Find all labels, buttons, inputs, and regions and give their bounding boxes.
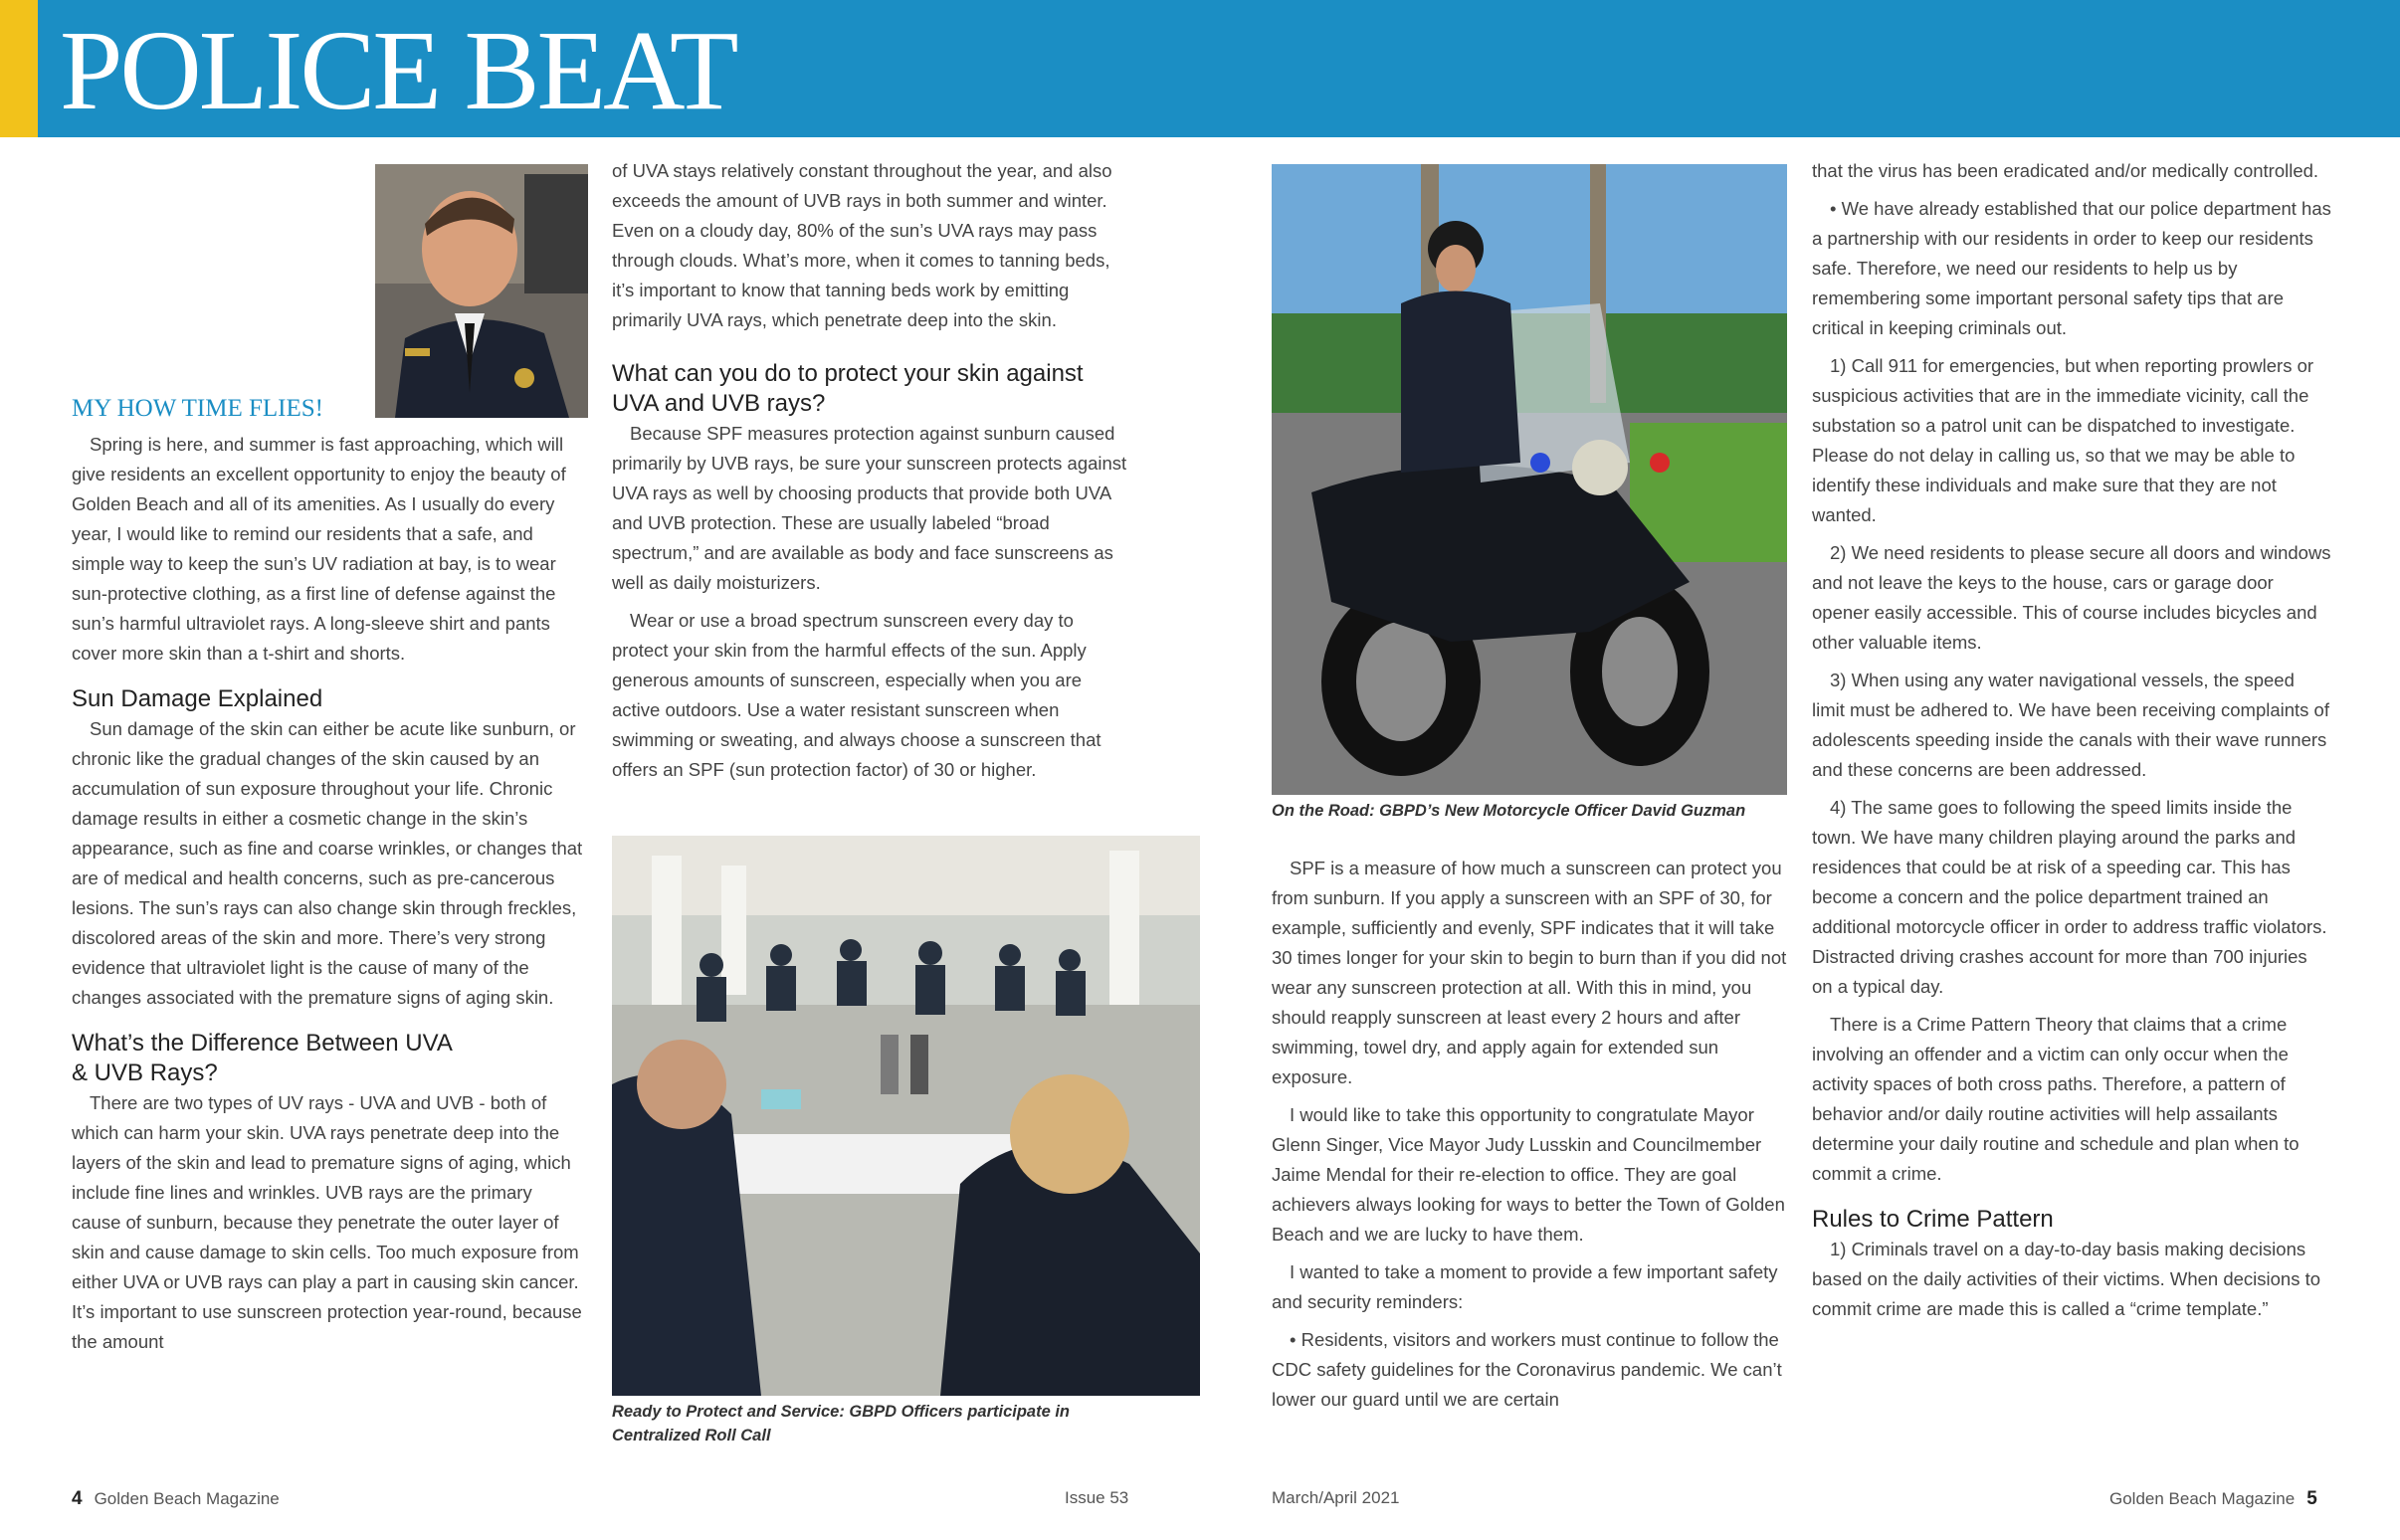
paragraph-tip-1: 1) Call 911 for emergencies, but when reporting prowlers or suspicious activities that are in the immediate vicinity, call the substation so a patrol unit can be dispatched to investigate. Please do not delay in calling us, so that we may be able to identify these individuals and make sure that they are not wanted. <box>1812 355 2314 525</box>
paragraph-reminders: I wanted to take a moment to provide a few important safety and security reminders: <box>1272 1261 1778 1312</box>
paragraph-uva-continued: of UVA stays relatively constant throughout the year, and also exceeds the amount of UVB rays in both summer and winter. Even on a cloudy day, 80% of the sun’s UVA rays may pass through clouds. What’s more, when it comes to tanning beds, it’s important to know that tanning beds work by emitting primarily UVA rays, which penetrate deep into the skin. <box>612 160 1112 330</box>
footer-left <box>72 1488 280 1510</box>
magazine-name-right: Golden Beach Magazine <box>2109 1489 2296 1508</box>
header-accent-bar <box>0 0 38 137</box>
section-heading-sun-damage: Sun Damage Explained <box>72 685 323 712</box>
paragraph-difference: There are two types of UV rays - UVA and UVB - both of which can harm your skin. UVA rays penetrate deep into the layers of the skin and lead to premature signs of aging, which include fine lines and wrinkles. UVB rays are the primary cause of sunburn, because they penetrate the outer layer of skin and cause damage to skin cells. Too much exposure from either UVA or UVB rays can play a part in causing skin cancer. It’s important to use sunscreen protection year-round, because the amount <box>72 1092 582 1352</box>
paragraph-crime-theory: There is a Crime Pattern Theory that claims that a crime involving an offender and a victim can only occur when the activity spaces of both cross paths. Therefore, a pattern of behavior and/or daily routine activities will help assailants determine your daily routine and schedule and plan when to commit a crime. <box>1812 1014 2300 1184</box>
paragraph-protect-1: Because SPF measures protection against sunburn caused primarily by UVB rays, be sure your sunscreen protects against UVA rays as well by choosing products that provide both UVA and UVB protection. These are usually labeled “broad spectrum,” and are available as body and face sunscreens as well as daily moisturizers. <box>612 423 1127 593</box>
paragraph-tip-4: 4) The same goes to following the speed limits inside the town. We have many children playing around the parks and residences that could be at risk of a speeding car. This has become a concern and the police department trained an additional motorcycle officer in order to address traffic violators. Distracted driving crashes account for more than 700 injuries on a typical day. <box>1812 797 2327 997</box>
column-2 <box>612 156 1129 793</box>
paragraph-tip-3: 3) When using any water navigational vessels, the speed limit must be adhered to. We have been receiving complaints of adolescents speeding inside the canals with their wave runners and these concerns are been addressed. <box>1812 670 2329 780</box>
section-heading-rules: Rules to Crime Pattern <box>1812 1206 2054 1233</box>
chief-portrait-photo <box>375 164 588 418</box>
column-1 <box>72 394 585 1365</box>
footer-issue: Issue 53 <box>1065 1488 1129 1507</box>
column-4 <box>1812 156 2331 1332</box>
roll-call-caption: Ready to Protect and Service: GBPD Officers participate in Centralized Roll Call <box>612 1403 1071 1444</box>
paragraph-bullet-partnership: • We have already established that our police department has a partnership with our residents in order to keep our residents safe. Therefore, we need our residents to help us by remembering some important personal safety tips that are critical in keeping criminals out. <box>1812 198 2331 338</box>
page-title: POLICE BEAT <box>60 7 736 133</box>
paragraph-tip-2: 2) We need residents to please secure all doors and windows and not leave the keys to the house, cars or garage door opener easily accessible. This of course includes bicycles and other valuable items. <box>1812 542 2331 653</box>
column-3 <box>1272 854 1787 1423</box>
motorcycle-photo <box>1272 164 1787 795</box>
paragraph-bullet-cdc: • Residents, visitors and workers must continue to follow the CDC safety guidelines for the Coronavirus pandemic. We can’t lower our guard until we are certain <box>1272 1329 1782 1410</box>
paragraph-congrats: I would like to take this opportunity to congratulate Mayor Glenn Singer, Vice Mayor Judy Lusskin and Councilmember Jaime Mendal for their re-election to office. They are goal achievers always looking for ways to better the Town of Golden Beach and we are lucky to have them. <box>1272 1104 1785 1245</box>
page-number-right: 5 <box>2306 1488 2317 1509</box>
paragraph-intro: Spring is here, and summer is fast approaching, which will give residents an excellent opportunity to enjoy the beauty of Golden Beach and all of its amenities. As I usually do every year, I would like to remind our residents that a safe, and simple way to keep the sun’s UV radiation at bay, is to wear sun-protective clothing, as a first line of defense against the sun’s harmful ultraviolet rays. A long-sleeve shirt and pants cover more skin than a t-shirt and shorts. <box>72 434 566 664</box>
section-heading-protect: What can you do to protect your skin against UVA and UVB rays? <box>612 360 1084 417</box>
paragraph-spf: SPF is a measure of how much a sunscreen can protect you from sunburn. If you apply a sunscreen with an SPF of 30, for example, sufficiently and evenly, SPF indicates that it will take 30 times longer for your skin to begin to burn than if you did not wear any sunscreen protection at all. With this in mind, you should reapply sunscreen at least every 2 hours and after swimming, towel dry, and apply again for extended sun exposure. <box>1272 858 1787 1087</box>
header-banner <box>0 0 2400 137</box>
motorcycle-caption: On the Road: GBPD’s New Motorcycle Officer David Guzman <box>1272 802 1746 820</box>
paragraph-rules-1: 1) Criminals travel on a day-to-day basis making decisions based on the daily activities of their victims. When decisions to commit crime are made this is called a “crime template.” <box>1812 1239 2321 1319</box>
magazine-name-left: Golden Beach Magazine <box>94 1489 280 1508</box>
paragraph-protect-2: Wear or use a broad spectrum sunscreen every day to protect your skin from the harmful effects of the sun. Apply generous amounts of sunscreen, especially when you are active outdoors. Use a water resistant sunscreen when swimming or sweating, and always choose a sunscreen that offers an SPF (sun protection factor) of 30 or higher. <box>612 610 1101 780</box>
page-number-left: 4 <box>72 1488 83 1509</box>
footer-date: March/April 2021 <box>1272 1488 1400 1507</box>
paragraph-sun-damage: Sun damage of the skin can either be acute like sunburn, or chronic like the gradual changes of the skin caused by an accumulation of sun exposure throughout your life. Chronic damage results in either a cosmetic change in the skin’s appearance, such as fine and coarse wrinkles, or changes that are of medical and health concerns, such as pre-cancerous lesions. The sun’s rays can also change skin through freckles, discolored areas of the skin and more. There’s very strong evidence that ultraviolet light is the cause of many of the changes associated with the premature signs of aging skin. <box>72 718 583 1008</box>
paragraph-virus-continued: that the virus has been eradicated and/or medically controlled. <box>1812 160 2319 181</box>
section-heading-difference: What’s the Difference Between UVA & UVB Rays? <box>72 1030 452 1086</box>
section-heading-time-flies: MY HOW TIME FLIES! <box>72 395 324 422</box>
roll-call-photo <box>612 836 1200 1396</box>
footer-right <box>2109 1488 2317 1510</box>
